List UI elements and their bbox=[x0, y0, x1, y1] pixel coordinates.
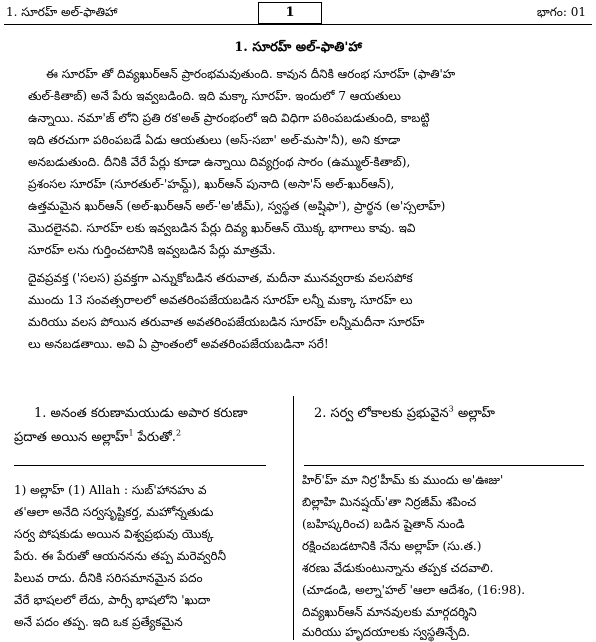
footnote-line: (బహిష్కరించ) బడిన షైతాన్ నుండి bbox=[302, 517, 465, 531]
verse-1-text: ప్రదాత అయిన అల్లాహ్ bbox=[14, 430, 129, 445]
intro-line: మొదలైనవి. సూరహ్ లకు ఇవ్వబడిన పేర్లు దివ్య ఖుర్ఆన్ యొక్క భాగాలు కావు. ఇవి bbox=[28, 221, 416, 235]
intro-line: ఉత్తమమైన ఖుర్ఆన్ (అల్-ఖుర్ఆన్ అల్-'అ'జీమ్), స్వస్థత (అష్షిఫా'), ప్రార్థన (అ'స్సలాహ్) bbox=[28, 199, 446, 213]
footnote-line: వేరే భాషలలో లేదు, పార్సీ భాషలోని 'ఖుదా bbox=[14, 593, 211, 607]
intro-line: ఈ సూరహ్ తో దివ్యఖుర్ఆన్ ప్రారంభమవుతుంది. కావున దీనికి ఆరంభ సూరహ్ (ఫాతి'హ bbox=[46, 67, 456, 81]
footnote-ref: 2 bbox=[175, 428, 182, 438]
intro-line: అనబడుతుంది. దీనికి వేరే పేర్లు కూడా ఉన్నాయి దివ్యగ్రంథ సారం (ఉమ్ముల్-కితాబ్), bbox=[28, 155, 411, 169]
intro-line: తుల్-కితాబ్) అనే పేరు ఇవ్వబడింది. ఇది మక్కా సూరహ్. ఇందులో 7 ఆయతులు bbox=[28, 89, 401, 103]
footnote-line: 1) అల్లాహ్ (1) Allah : సుబ్'హానహు వ bbox=[14, 483, 207, 497]
footnote-line: శరణు వేడుకుంటున్నాను తప్పక చదవాలి. bbox=[302, 561, 494, 575]
page-number-box: 1 bbox=[258, 2, 322, 24]
column-divider bbox=[293, 396, 294, 640]
verse-1-text-end: పేరుతో. bbox=[133, 430, 176, 445]
footnote-line: సర్వ పోషకుడు అయిన విశ్వప్రభువు యొక్క bbox=[14, 527, 214, 541]
intro-line: ప్రశంసల సూరహ్ (సూరతుల్-'హమ్ద్), ఖుర్ఆన్ పునాది (అసా'స్ అల్-ఖుర్ఆన్), bbox=[28, 177, 395, 191]
intro2-line: మరియు వలస పోయిన తరువాత అవతరింపజేయబడిన సూరహ్ లన్నీమదీనా సూరహ్ bbox=[28, 315, 425, 329]
footnote-ref: 3 bbox=[448, 404, 454, 414]
footnote-line: దివ్యఖుర్ఆన్ మానవులకు మార్గదర్శిని bbox=[302, 605, 477, 619]
footnote-line: (చూడండి, అల్నా'హల్ 'ఆలా ఆదేశం, (16:98). bbox=[302, 583, 526, 597]
footnote-rule-left bbox=[14, 465, 266, 466]
footnote-line: అనే పదం తప్ప. ఇది ఒక ప్రత్యేకమైన bbox=[14, 615, 183, 629]
footnote-line: త'ఆలా అనేది సర్వసృష్టికర్త, మహోన్నతుడు bbox=[14, 505, 214, 519]
verse-1-line: 1. అనంత కరుణామయుడు అపార కరుణా bbox=[34, 406, 248, 421]
intro-line: ఉన్నాయి. నమా'జ్ లోని ప్రతి రక'అత్ ప్రారంభంలో ఇది విధిగా పఠింపబడుతుంది, కాబట్టి bbox=[28, 111, 430, 125]
intro-line: సూరహ్ లను గుర్తించటానికి ఇవ్వబడిన పేర్లు మాత్రమే. bbox=[28, 243, 276, 257]
header-rule bbox=[4, 24, 592, 25]
footnote-line: బిల్లాహి మినష్షయ్'తా నిర్రజీమ్ శపించ bbox=[302, 495, 477, 509]
footnote-line: పేరు. ఈ పేరుతో ఆయననను తప్ప మరెవ్వరినీ bbox=[14, 549, 227, 563]
footnote-line: హిర్'హ్ మా నిర్ర'హీమ్ కు ముందు అ'ఊజు' bbox=[302, 473, 504, 487]
running-header-chapter: 1. సూరహ్ అల్-ఫాతిహా bbox=[6, 5, 118, 19]
verse-2-text-end: అల్లాహ్ bbox=[453, 406, 495, 421]
verse-2-line bbox=[314, 404, 596, 424]
chapter-title: 1. సూరహ్ అల్-ఫాతి'హా bbox=[234, 40, 362, 55]
verse-1-line-2 bbox=[14, 428, 280, 448]
footnote-line: పిలువ రాదు. దీనికి సరిసమానమైన పదం bbox=[14, 571, 203, 585]
footnote-line: రక్షించబడటానికి నేను అల్లాహ్ (సు.త.) bbox=[302, 539, 482, 553]
intro-line: ఇది తరచుగా పఠింపబడే ఏడు ఆయతులు (అస్-సబా' అల్-మసా'నీ), అని కూడా bbox=[28, 133, 401, 147]
intro2-line: లు అనబడతాయి. అవి ఏ ప్రాంతంలో అవతరింపజేయబడినా సరే! bbox=[28, 337, 329, 351]
intro2-line: ముందు 13 సంవత్సరాలలో అవతరింపజేయబడిన సూరహ్ లన్నీ మక్కా సూరహ్ లు bbox=[28, 293, 413, 307]
verse-2-text: 2. సర్వ లోకాలకు ప్రభువైన bbox=[314, 406, 449, 421]
footnote-rule-right bbox=[304, 465, 584, 466]
intro2-line: దైవప్రవక్త ('సలస) ప్రవక్తగా ఎన్నుకోబడిన తరువాత, మదీనా మునవ్వరాకు వలసపోక bbox=[28, 271, 413, 285]
running-header-part: భాగం: 01 bbox=[536, 5, 586, 19]
footnote-line: మరియు హృదయాలకు స్వస్థతిన్చేది. bbox=[302, 625, 471, 639]
footnote-ref: 1 bbox=[128, 428, 134, 438]
